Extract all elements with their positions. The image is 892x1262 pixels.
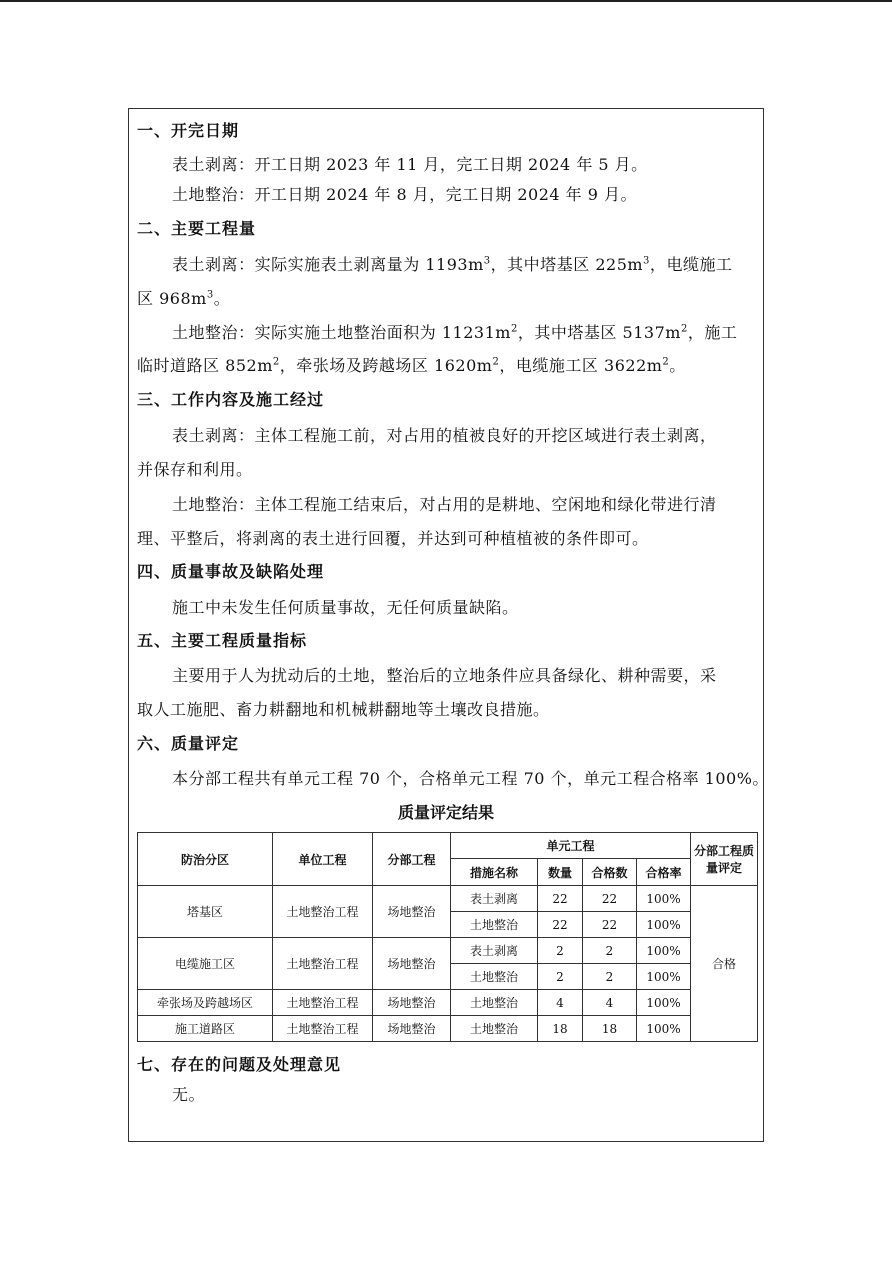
cell-rate: 100% [637, 990, 691, 1016]
header-sub: 分部工程 [373, 833, 451, 886]
cell-rate: 100% [637, 938, 691, 964]
header-count: 数量 [538, 859, 583, 886]
cell-pass: 2 [583, 938, 637, 964]
cell-count: 4 [538, 990, 583, 1016]
section-3-para-2a: 土地整治：主体工程施工结束后，对占用的是耕地、空闲地和绿化带进行清 [172, 495, 717, 514]
cell-zone: 塔基区 [138, 886, 273, 938]
section-5-title: 五、主要工程质量指标 [137, 631, 308, 650]
cell-measure: 土地整治 [451, 990, 538, 1016]
section-2-para-1b: 区 $968m^3$。 [137, 289, 231, 308]
page-top-border [0, 0, 892, 2]
header-rate: 合格率 [637, 859, 691, 886]
table-caption: 质量评定结果 [397, 803, 494, 822]
header-grade: 分部工程质量评定 [691, 833, 758, 886]
cell-sub: 场地整治 [373, 1016, 451, 1042]
section-7-title: 七、存在的问题及处理意见 [137, 1055, 342, 1074]
cell-count: 22 [538, 886, 583, 912]
section-1-title: 一、开完日期 [137, 121, 240, 140]
cell-pass: 22 [583, 886, 637, 912]
table-row [138, 938, 758, 964]
cell-unit: 土地整治工程 [273, 938, 373, 990]
cell-rate: 100% [637, 1016, 691, 1042]
cell-measure: 土地整治 [451, 1016, 538, 1042]
cell-measure: 表土剥离 [451, 886, 538, 912]
cell-zone: 电缆施工区 [138, 938, 273, 990]
header-element: 单元工程 [451, 833, 691, 859]
cell-count: 22 [538, 912, 583, 938]
section-3-para-2b: 理、平整后，将剥离的表土进行回覆，并达到可种植植被的条件即可。 [137, 529, 649, 548]
cell-measure: 土地整治 [451, 964, 538, 990]
cell-grade: 合格 [691, 886, 758, 1042]
header-unit: 单位工程 [273, 833, 373, 886]
cell-measure: 表土剥离 [451, 938, 538, 964]
cell-count: 18 [538, 1016, 583, 1042]
table-row [138, 1016, 758, 1042]
section-2-para-2b: 临时道路区 $852m^2$，牵张场及跨越场区 $1620m^2$，电缆施工区 $3622m^2$。 [137, 356, 686, 375]
section-2-title: 二、主要工程量 [137, 219, 257, 238]
cell-sub: 场地整治 [373, 990, 451, 1016]
cell-unit: 土地整治工程 [273, 990, 373, 1016]
section-6-title: 六、质量评定 [137, 734, 240, 753]
table-row [138, 990, 758, 1016]
cell-rate: 100% [637, 964, 691, 990]
section-1-line-1: 表土剥离：开工日期 2023 年 11 月，完工日期 2024 年 5 月。 [172, 155, 648, 174]
cell-unit: 土地整治工程 [273, 1016, 373, 1042]
section-6-para: 本分部工程共有单元工程 70 个，合格单元工程 70 个，单元工程合格率 100%。 [172, 769, 769, 788]
cell-rate: 100% [637, 886, 691, 912]
section-2-para-2a: 土地整治：实际实施土地整治面积为 $11231m^2$，其中塔基区 $5137m^2$，施工 [172, 323, 738, 342]
cell-pass: 18 [583, 1016, 637, 1042]
section-5-para-b: 取人工施肥、畜力耕翻地和机械耕翻地等土壤改良措施。 [137, 700, 550, 719]
section-3-title: 三、工作内容及施工经过 [137, 390, 325, 409]
section-3-para-1b: 并保存和利用。 [137, 460, 253, 479]
cell-sub: 场地整治 [373, 938, 451, 990]
cell-count: 2 [538, 938, 583, 964]
section-3-para-1a: 表土剥离：主体工程施工前，对占用的植被良好的开挖区域进行表土剥离， [172, 426, 717, 445]
cell-measure: 土地整治 [451, 912, 538, 938]
section-1-line-2: 土地整治：开工日期 2024 年 8 月，完工日期 2024 年 9 月。 [172, 185, 637, 204]
cell-pass: 4 [583, 990, 637, 1016]
cell-zone: 牵张场及跨越场区 [138, 990, 273, 1016]
section-4-para: 施工中未发生任何质量事故，无任何质量缺陷。 [172, 598, 519, 617]
cell-pass: 2 [583, 964, 637, 990]
cell-zone: 施工道路区 [138, 1016, 273, 1042]
header-pass: 合格数 [583, 859, 637, 886]
cell-count: 2 [538, 964, 583, 990]
cell-unit: 土地整治工程 [273, 886, 373, 938]
section-4-title: 四、质量事故及缺陷处理 [137, 562, 325, 581]
cell-pass: 22 [583, 912, 637, 938]
section-2-para-1a: 表土剥离：实际实施表土剥离量为 $1193m^3$，其中塔基区 $225m^3$，电缆施工 [172, 255, 733, 274]
section-5-para-a: 主要用于人为扰动后的土地，整治后的立地条件应具备绿化、耕种需要，采 [172, 666, 717, 685]
table-row [138, 886, 758, 912]
cell-sub: 场地整治 [373, 886, 451, 938]
section-7-para: 无。 [172, 1085, 206, 1104]
header-zone: 防治分区 [138, 833, 273, 886]
quality-result-table [137, 832, 758, 1042]
cell-rate: 100% [637, 912, 691, 938]
header-measure: 措施名称 [451, 859, 538, 886]
